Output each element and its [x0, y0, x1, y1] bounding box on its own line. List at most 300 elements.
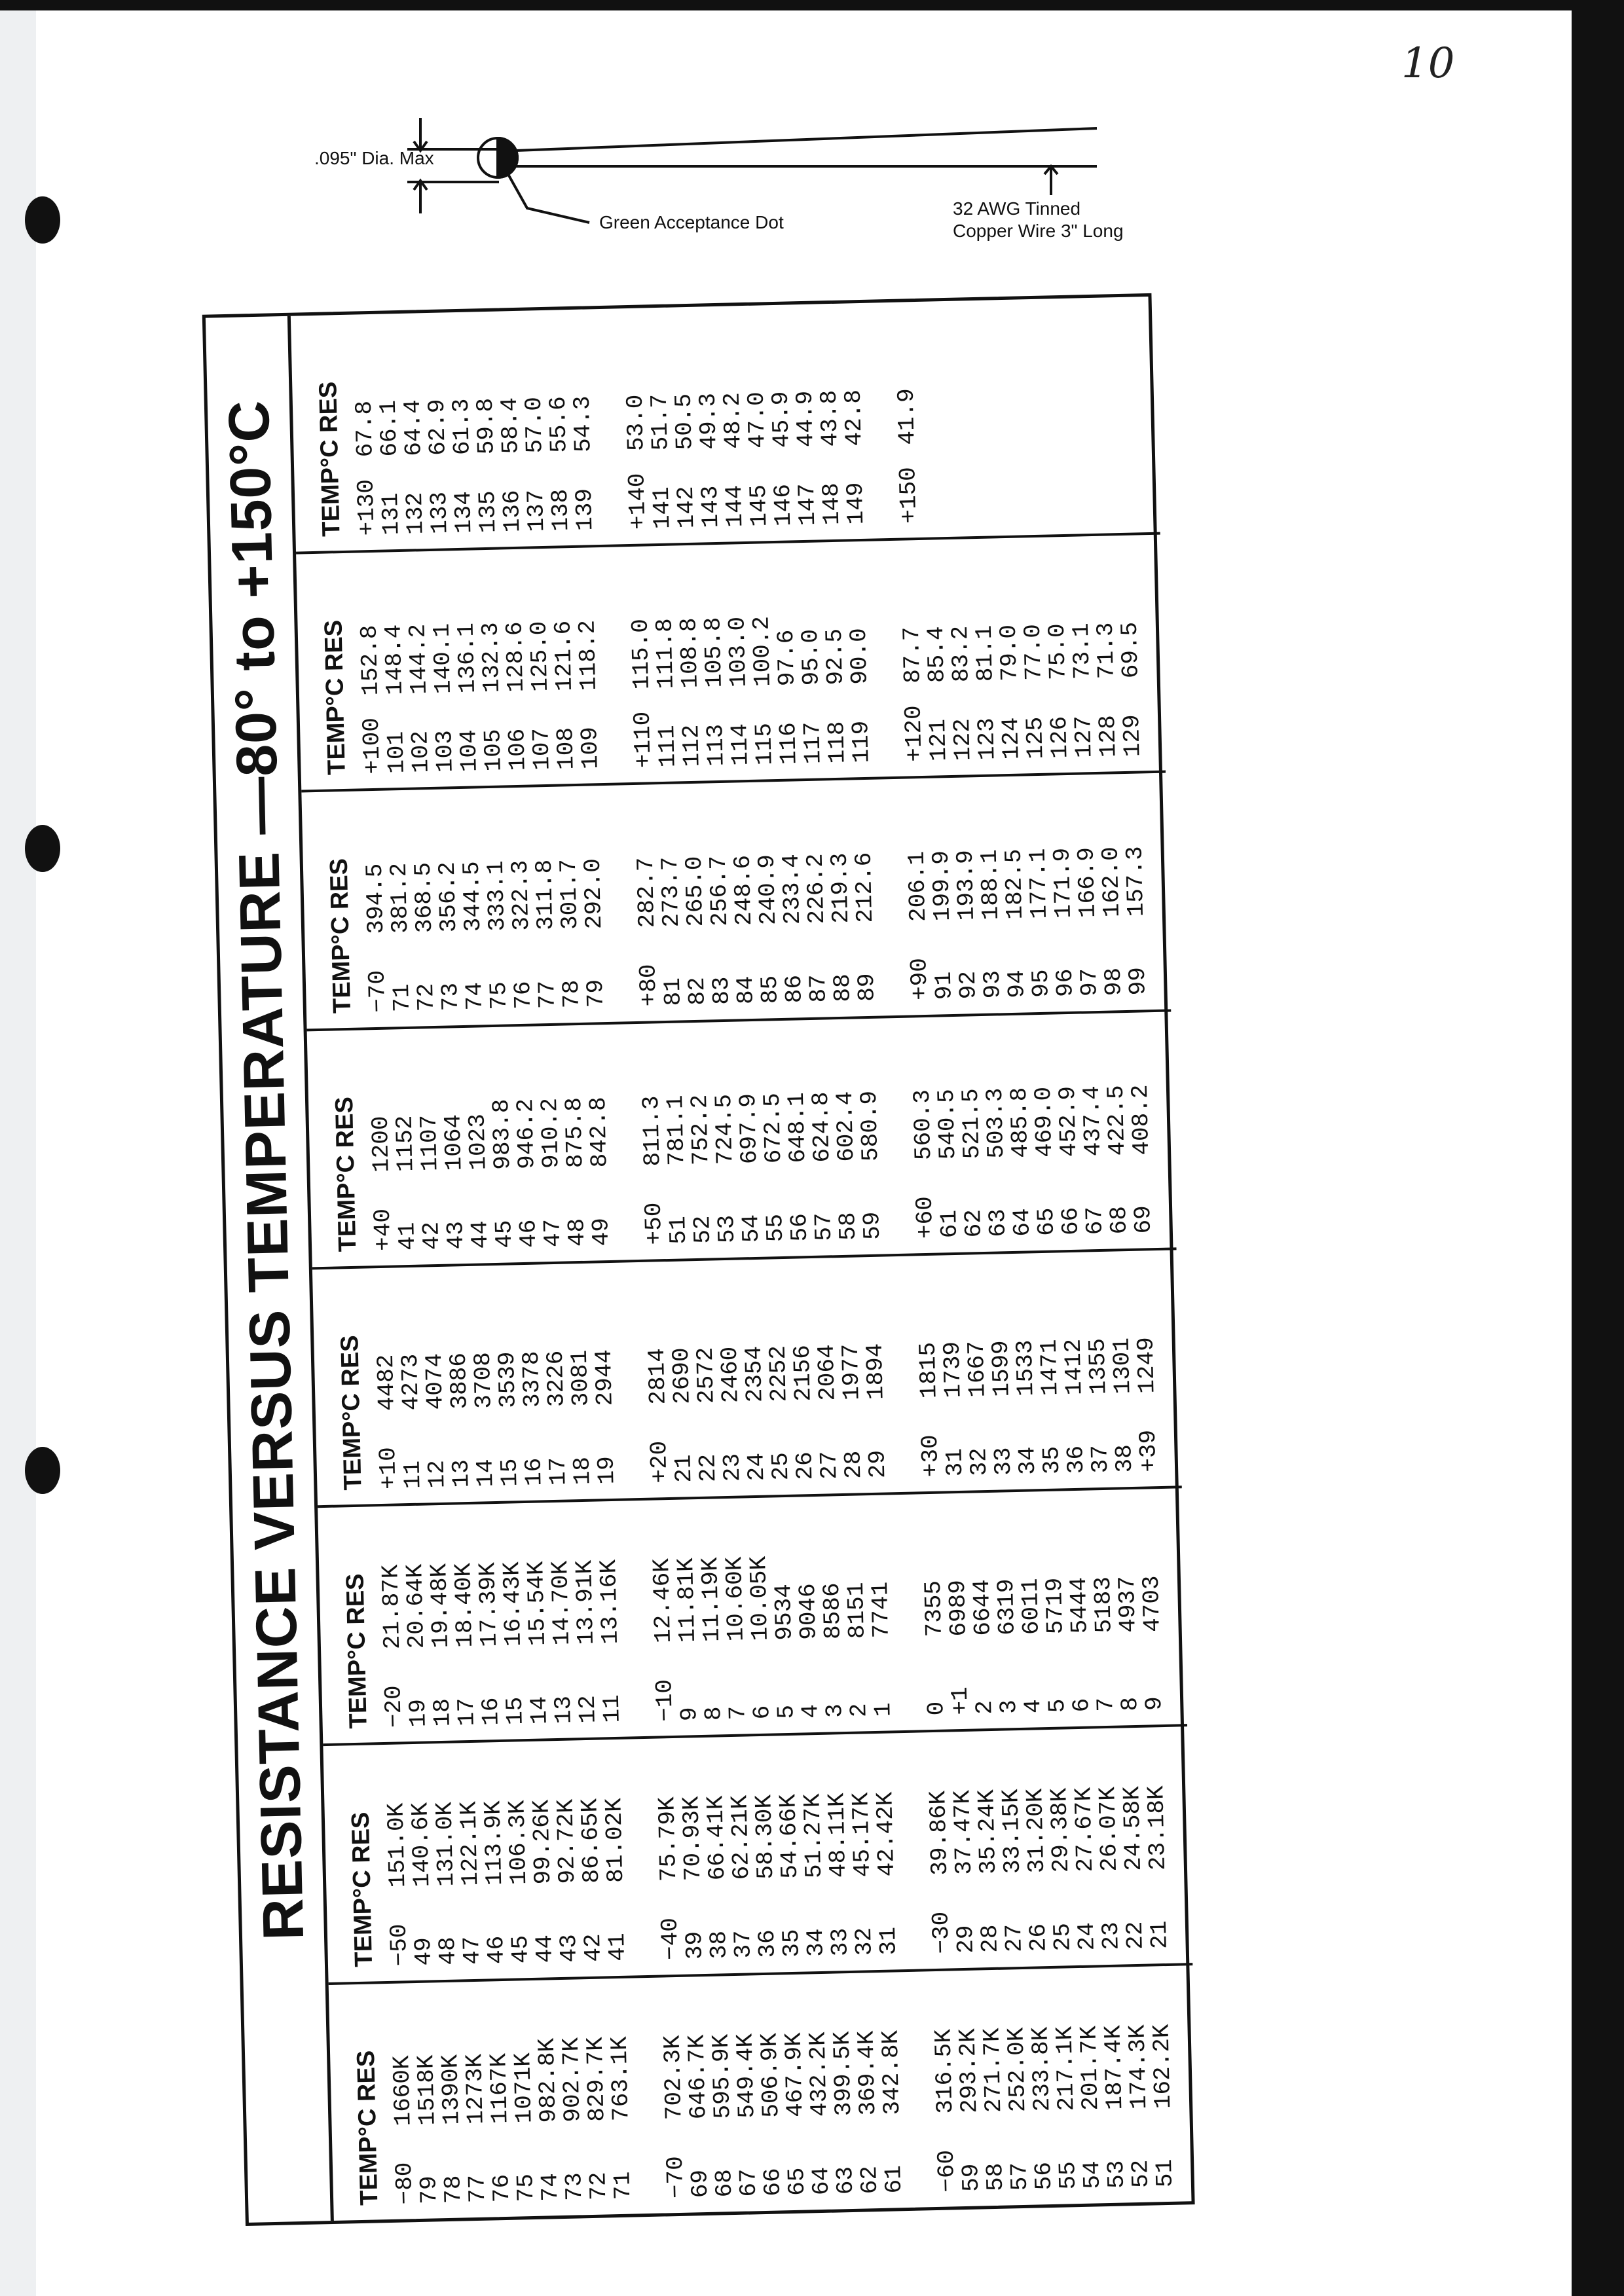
resistance-cell: 273.7 — [656, 856, 686, 928]
temperature-cell: 133 — [425, 491, 454, 535]
temperature-cell: 44 — [531, 1934, 559, 1963]
resistance-cell: 33.15K — [997, 1788, 1027, 1874]
temperature-cell: 2 — [845, 1702, 873, 1718]
resistance-cell: 9534 — [769, 1583, 798, 1641]
table-column — [323, 1724, 1192, 1982]
resistance-cell: 356.2 — [434, 861, 463, 933]
resistance-cell: 131.0K — [431, 1801, 460, 1887]
table-column — [329, 1963, 1198, 2221]
resistance-cell: 875.8 — [561, 1097, 589, 1169]
resistance-cell: 18.40K — [450, 1562, 479, 1649]
temperature-cell: 127 — [1069, 715, 1098, 759]
temperature-cell: 23 — [718, 1453, 747, 1482]
temperature-cell: 47 — [539, 1218, 567, 1248]
resistance-cell: 75.79K — [654, 1796, 683, 1882]
temperature-cell: 11 — [598, 1694, 626, 1724]
resistance-cell: 43.8 — [815, 390, 844, 447]
acceptance-dot-label: Green Acceptance Dot — [599, 212, 784, 232]
resistance-cell: 140.1 — [428, 623, 457, 695]
temperature-cell: 52 — [689, 1215, 717, 1245]
resistance-cell: 6011 — [1016, 1578, 1045, 1635]
resistance-cell: 206.1 — [903, 850, 932, 922]
temperature-cell: 147 — [793, 483, 822, 526]
resistance-cell: 50.5 — [670, 393, 699, 450]
table-row — [877, 1972, 906, 2194]
temperature-cell: 6 — [748, 1705, 776, 1720]
resistance-cell: 7355 — [919, 1580, 948, 1637]
temperature-cell: 71 — [609, 2171, 637, 2200]
thermistor-probe-drawing — [275, 98, 1192, 295]
row-group — [898, 536, 1145, 763]
resistance-cell: 1273K — [461, 2053, 490, 2125]
table-row — [872, 1734, 901, 1956]
temperature-cell: 56 — [1030, 2161, 1058, 2191]
resistance-cell: 140.6K — [407, 1802, 436, 1887]
temperature-cell: 131 — [377, 492, 405, 536]
table-row — [1116, 536, 1145, 757]
resistance-cell: 57.0 — [520, 396, 549, 454]
temperature-cell: 28 — [840, 1450, 868, 1480]
temperature-cell: −50 — [385, 1923, 414, 1967]
column-header: TEMP°C RES — [341, 1573, 373, 1729]
temperature-cell: 136 — [498, 490, 526, 533]
column-header: TEMP°C RES — [320, 619, 351, 776]
resistance-cell: 53.0 — [621, 394, 650, 452]
resistance-cell: 66.1 — [375, 399, 403, 458]
temperature-cell: 52 — [1127, 2159, 1155, 2189]
resistance-cell: 201.7K — [1075, 2025, 1105, 2111]
temperature-cell: 114 — [726, 723, 754, 767]
resistance-table — [202, 293, 1195, 2226]
resistance-cell: 99.26K — [528, 1799, 557, 1885]
temperature-cell: 72 — [585, 2172, 613, 2201]
temperature-cell: 2 — [971, 1700, 999, 1715]
temperature-cell: 126 — [1046, 716, 1074, 759]
table-row — [590, 1263, 619, 1485]
resistance-cell: 85.4 — [922, 626, 951, 683]
temperature-cell: 77 — [464, 2174, 492, 2204]
temperature-cell: 49 — [410, 1937, 438, 1966]
temperature-cell: 101 — [382, 731, 411, 774]
temperature-cell: 17 — [544, 1457, 572, 1486]
resistance-cell: 540.5 — [932, 1088, 962, 1160]
resistance-cell: 69.5 — [1116, 621, 1145, 679]
table-frame — [202, 293, 1195, 2226]
temperature-cell: 47 — [458, 1936, 487, 1965]
resistance-cell: 23.18K — [1143, 1785, 1172, 1871]
resistance-cell: 79.0 — [995, 624, 1024, 682]
temperature-cell: 76 — [488, 2174, 516, 2203]
temperature-cell: 31 — [874, 1926, 902, 1956]
resistance-cell: 1301 — [1108, 1337, 1137, 1394]
resistance-cell: 19.48K — [426, 1563, 455, 1649]
temperature-cell: 7 — [1092, 1697, 1120, 1712]
resistance-cell: 97.6 — [772, 629, 801, 687]
resistance-cell: 293.2K — [954, 2028, 984, 2114]
resistance-cell: 166.9 — [1073, 847, 1101, 919]
temperature-cell: 117 — [799, 721, 827, 765]
resistance-cell: 188.1 — [976, 848, 1005, 920]
resistance-cell: 20.64K — [401, 1563, 431, 1649]
resistance-cell: 47.0 — [743, 391, 771, 449]
temperature-cell: −40 — [656, 1917, 684, 1961]
row-group — [621, 303, 869, 530]
resistance-cell: 1412 — [1060, 1338, 1088, 1396]
temperature-cell: 123 — [973, 717, 1001, 761]
resistance-cell: 4074 — [420, 1353, 449, 1410]
temperature-cell: 33 — [989, 1447, 1018, 1476]
temperature-cell: 17 — [452, 1697, 481, 1727]
temperature-cell: 42 — [418, 1221, 446, 1250]
resistance-cell: 9046 — [794, 1582, 822, 1641]
resistance-cell: 199.9 — [927, 850, 957, 922]
temperature-cell: 128 — [1094, 714, 1122, 758]
resistance-cell: 2460 — [716, 1346, 745, 1404]
temperature-cell: 72 — [413, 983, 440, 1012]
resistance-cell: 1518K — [413, 2054, 441, 2126]
temperature-cell: 95 — [1027, 969, 1055, 998]
resistance-cell: 1660K — [388, 2055, 417, 2126]
resistance-cell: 83.2 — [946, 625, 975, 683]
resistance-cell: 26.07K — [1094, 1786, 1124, 1872]
resistance-cell: 5183 — [1089, 1576, 1118, 1633]
temperature-cell: 112 — [678, 724, 706, 767]
resistance-cell: 87.7 — [898, 626, 927, 684]
temperature-cell: 39 — [680, 1931, 709, 1960]
diameter-label: .095" Dia. Max — [314, 148, 434, 168]
temperature-cell: 31 — [941, 1448, 969, 1477]
temperature-cell: 34 — [802, 1928, 830, 1958]
resistance-cell: 17.39K — [474, 1561, 504, 1648]
temperature-cell: 41 — [603, 1933, 631, 1962]
resistance-cell: 66.41K — [702, 1795, 731, 1881]
temperature-cell: 3 — [995, 1699, 1023, 1715]
resistance-cell: 217.1K — [1051, 2026, 1080, 2111]
temperature-cell: 96 — [1051, 968, 1079, 998]
temperature-cell: 59 — [858, 1211, 887, 1241]
temperature-cell: +39 — [1134, 1429, 1163, 1473]
table-row — [893, 302, 922, 524]
temperature-cell: 113 — [702, 723, 730, 767]
resistance-cell: 6989 — [944, 1579, 972, 1637]
row-group — [648, 1495, 896, 1722]
table-row — [574, 547, 603, 769]
temperature-cell: 81 — [659, 977, 687, 1006]
resistance-cell: 1599 — [987, 1339, 1016, 1398]
temperature-cell: 27 — [815, 1451, 843, 1480]
resistance-cell: 51.27K — [799, 1793, 828, 1879]
resistance-cell: 12.46K — [648, 1558, 677, 1644]
row-group — [350, 309, 598, 536]
resistance-cell: 16.43K — [498, 1561, 528, 1647]
resistance-cell: 148.4 — [380, 624, 409, 696]
resistance-cell: 14.70K — [547, 1560, 576, 1646]
resistance-cell: 752.2 — [686, 1094, 715, 1166]
resistance-cell: 100.2 — [748, 615, 777, 687]
resistance-cell: 369.4K — [853, 2030, 882, 2116]
temperature-cell: 8 — [700, 1706, 728, 1721]
temperature-cell: 74 — [536, 2172, 564, 2202]
resistance-cell: 31.20K — [1022, 1788, 1051, 1874]
row-group — [893, 302, 922, 524]
resistance-cell: 3886 — [445, 1352, 473, 1410]
resistance-cell: 910.2 — [536, 1097, 565, 1169]
temperature-cell: 19 — [593, 1455, 621, 1485]
table-row — [1137, 1489, 1167, 1711]
temperature-cell: 56 — [786, 1212, 814, 1242]
temperature-cell: 135 — [473, 490, 502, 534]
resistance-cell: 136.1 — [452, 622, 481, 694]
temperature-cell: 67 — [1081, 1206, 1109, 1235]
temperature-cell: 62 — [856, 2165, 884, 2195]
temperature-cell: 9 — [1141, 1696, 1168, 1711]
resistance-cell: 1739 — [938, 1341, 967, 1398]
temperature-cell: 35 — [777, 1929, 805, 1958]
resistance-cell: 646.7K — [683, 2034, 712, 2120]
temperature-cell: 37 — [729, 1929, 757, 1959]
table-row — [595, 1501, 625, 1723]
temperature-cell: 54 — [1079, 2160, 1107, 2190]
table-column — [296, 532, 1166, 790]
temperature-cell: 149 — [841, 482, 870, 525]
resistance-cell: 113.9K — [479, 1800, 509, 1886]
resistance-cell: 103.0 — [724, 616, 752, 688]
temperature-cell: 16 — [477, 1697, 505, 1726]
temperature-cell: 32 — [850, 1927, 878, 1956]
row-group — [659, 1972, 907, 2199]
resistance-cell: 152.8 — [356, 625, 385, 697]
resistance-cell: 271.7K — [978, 2027, 1008, 2113]
resistance-cell: 344.5 — [458, 860, 487, 932]
temperature-cell: 68 — [1105, 1205, 1133, 1235]
resistance-cell: 1249 — [1132, 1336, 1161, 1394]
resistance-cell: 3081 — [566, 1349, 595, 1407]
resistance-cell: 95.0 — [796, 629, 825, 686]
resistance-cell: 62.9 — [423, 399, 452, 456]
temperature-cell: 43 — [442, 1220, 470, 1250]
table-column — [307, 1009, 1177, 1267]
resistance-cell: 301.7 — [555, 858, 584, 930]
page-left-margin — [0, 0, 36, 2296]
resistance-cell: 469.0 — [1029, 1086, 1059, 1158]
temperature-cell: +100 — [358, 717, 386, 774]
temperature-cell: −70 — [363, 970, 392, 1013]
resistance-cell: 111.8 — [651, 617, 680, 689]
resistance-cell: 316.5K — [930, 2028, 959, 2115]
temperature-cell: 87 — [804, 974, 832, 1003]
resistance-cell: 118.2 — [574, 619, 602, 691]
temperature-cell: 49 — [587, 1217, 616, 1247]
temperature-cell: 5 — [1044, 1698, 1071, 1713]
punch-hole — [25, 196, 60, 244]
table-row — [861, 1256, 891, 1478]
resistance-cell: 422.5 — [1102, 1084, 1132, 1156]
temperature-cell: 34 — [1014, 1446, 1042, 1476]
temperature-cell: 73 — [561, 2172, 589, 2202]
temperature-cell: +50 — [640, 1202, 669, 1245]
table-row — [840, 303, 869, 525]
temperature-cell: 76 — [509, 980, 537, 1010]
temperature-cell: −60 — [932, 2149, 961, 2193]
temperature-cell: 22 — [694, 1453, 722, 1483]
temperature-cell: 61 — [880, 2164, 908, 2194]
row-group — [930, 1966, 1177, 2193]
temperature-cell: 4 — [797, 1704, 824, 1719]
temperature-cell: 103 — [431, 729, 459, 773]
resistance-cell: 1152 — [391, 1115, 420, 1173]
temperature-cell: +150 — [895, 466, 923, 524]
temperature-cell: 122 — [949, 718, 977, 761]
resistance-cell: 54.66K — [775, 1793, 804, 1880]
resistance-cell: 8151 — [842, 1582, 871, 1639]
temperature-cell: 116 — [775, 721, 803, 765]
temperature-cell: 19 — [404, 1698, 432, 1728]
temperature-cell: 24 — [1073, 1922, 1101, 1951]
temperature-cell: 21 — [1145, 1920, 1173, 1950]
temperature-cell: 45 — [490, 1219, 519, 1249]
resistance-cell: 157.3 — [1121, 845, 1150, 917]
resistance-cell: 1064 — [439, 1114, 468, 1171]
temperature-cell: 22 — [1121, 1921, 1149, 1950]
resistance-cell: 1977 — [837, 1343, 866, 1401]
resistance-cell: 48.2 — [718, 392, 747, 450]
temperature-cell: 106 — [504, 728, 532, 771]
temperature-cell: 36 — [753, 1929, 781, 1959]
temperature-cell: 137 — [522, 489, 551, 532]
resistance-cell: 399.5K — [828, 2031, 858, 2117]
resistance-cell: 45.9 — [767, 391, 796, 448]
resistance-cell: 342.8K — [877, 2030, 906, 2116]
temperature-cell: 23 — [1097, 1921, 1125, 1951]
temperature-cell: 73 — [437, 982, 464, 1011]
temperature-cell: 38 — [1111, 1444, 1139, 1473]
temperature-cell: 33 — [826, 1927, 854, 1957]
temperature-cell: 26 — [1024, 1923, 1052, 1952]
resistance-cell: 11.81K — [673, 1557, 701, 1643]
temperature-cell: 14 — [525, 1696, 553, 1725]
temperature-cell: 99 — [1124, 966, 1152, 996]
resistance-cell: 982.8K — [533, 2037, 563, 2123]
wire-spec-label: 32 AWG Tinned Copper Wire 3" Long — [953, 198, 1124, 241]
resistance-cell: 1200 — [367, 1116, 396, 1173]
resistance-cell: 602.4 — [831, 1091, 860, 1163]
resistance-cell: 108.8 — [675, 617, 704, 689]
temperature-cell: 92 — [954, 970, 982, 1000]
resistance-cell: 946.2 — [512, 1098, 541, 1170]
row-group — [914, 1250, 1162, 1478]
page-number: 10 — [1401, 39, 1455, 88]
table-row — [855, 1018, 885, 1240]
resistance-cell: 521.5 — [957, 1087, 986, 1159]
row-group — [903, 774, 1151, 1001]
table-row — [850, 780, 879, 1002]
temperature-cell: 18 — [428, 1698, 456, 1727]
temperature-cell: 29 — [864, 1449, 892, 1479]
resistance-cell: 322.3 — [506, 860, 536, 932]
table-row — [1121, 774, 1151, 996]
temperature-cell: 21 — [670, 1454, 698, 1484]
resistance-cell: 105.8 — [699, 617, 728, 689]
resistance-cell: 1667 — [963, 1340, 991, 1398]
temperature-cell: 63 — [984, 1208, 1012, 1237]
temperature-cell: +80 — [635, 964, 663, 1007]
temperature-cell: 12 — [574, 1694, 602, 1724]
temperature-cell: +60 — [911, 1195, 940, 1239]
resistance-cell: 15.54K — [523, 1561, 552, 1647]
resistance-cell: 549.4K — [731, 2033, 761, 2119]
temperature-cell: 3 — [821, 1703, 849, 1719]
resistance-cell: 37.47K — [949, 1789, 978, 1876]
resistance-cell: 595.9K — [707, 2033, 737, 2119]
temperature-cell: 104 — [455, 729, 483, 773]
resistance-cell: 70.93K — [678, 1796, 707, 1882]
temperature-cell: 51 — [665, 1215, 693, 1245]
temperature-cell: 64 — [1008, 1208, 1037, 1237]
temperature-cell: 109 — [576, 726, 604, 770]
resistance-cell: 368.5 — [409, 862, 439, 934]
temperature-cell: 132 — [401, 492, 430, 536]
temperature-cell: 107 — [528, 727, 556, 771]
temperature-cell: −80 — [390, 2162, 419, 2205]
resistance-cell: 77.0 — [1019, 623, 1048, 682]
table-row — [606, 1978, 636, 2200]
temperature-cell: 55 — [762, 1213, 790, 1243]
punch-hole — [25, 825, 60, 872]
temperature-cell: 9 — [676, 1706, 703, 1722]
resistance-cell: 21.87K — [377, 1564, 407, 1650]
temperature-cell: +90 — [906, 957, 934, 1001]
resistance-cell: 1894 — [861, 1343, 890, 1400]
temperature-cell: 119 — [847, 720, 876, 764]
resistance-cell: 437.4 — [1078, 1085, 1107, 1157]
temperature-cell: −30 — [927, 1911, 955, 1954]
temperature-cell: 57 — [810, 1212, 838, 1242]
temperature-cell: 51 — [1151, 2159, 1179, 2188]
temperature-cell: 13 — [447, 1459, 475, 1488]
table-row — [1143, 1727, 1172, 1949]
resistance-cell: 256.7 — [705, 855, 734, 927]
row-group — [377, 1501, 625, 1728]
temperature-cell: 0 — [923, 1701, 950, 1716]
resistance-cell: 24.58K — [1118, 1785, 1148, 1872]
resistance-cell: 132.3 — [477, 621, 506, 693]
resistance-cell: 432.2K — [804, 2032, 834, 2117]
temperature-cell: 69 — [1129, 1205, 1157, 1234]
resistance-cell: 6644 — [968, 1578, 997, 1637]
temperature-cell: 115 — [750, 722, 779, 766]
resistance-cell: 2064 — [813, 1343, 841, 1402]
row-group — [643, 1256, 891, 1484]
resistance-cell: 106.3K — [504, 1800, 533, 1886]
temperature-cell: 48 — [563, 1218, 591, 1247]
resistance-cell: 174.3K — [1124, 2024, 1153, 2110]
resistance-cell: 233.4 — [777, 853, 807, 925]
table-row — [845, 541, 874, 763]
resistance-cell: 265.0 — [680, 856, 710, 928]
resistance-cell: 4273 — [396, 1353, 425, 1411]
temperature-cell: 6 — [1068, 1698, 1096, 1713]
temperature-cell: +10 — [375, 1446, 403, 1490]
resistance-cell: 193.9 — [951, 849, 981, 921]
row-group — [919, 1489, 1167, 1716]
resistance-cell: 467.9K — [780, 2032, 809, 2118]
temperature-cell: 15 — [501, 1696, 529, 1726]
resistance-cell: 29.38K — [1046, 1787, 1075, 1873]
resistance-cell: 48.11K — [823, 1793, 853, 1878]
temperature-cell: 43 — [555, 1933, 583, 1963]
temperature-cell: 97 — [1075, 968, 1103, 997]
temperature-cell: 144 — [720, 484, 749, 528]
